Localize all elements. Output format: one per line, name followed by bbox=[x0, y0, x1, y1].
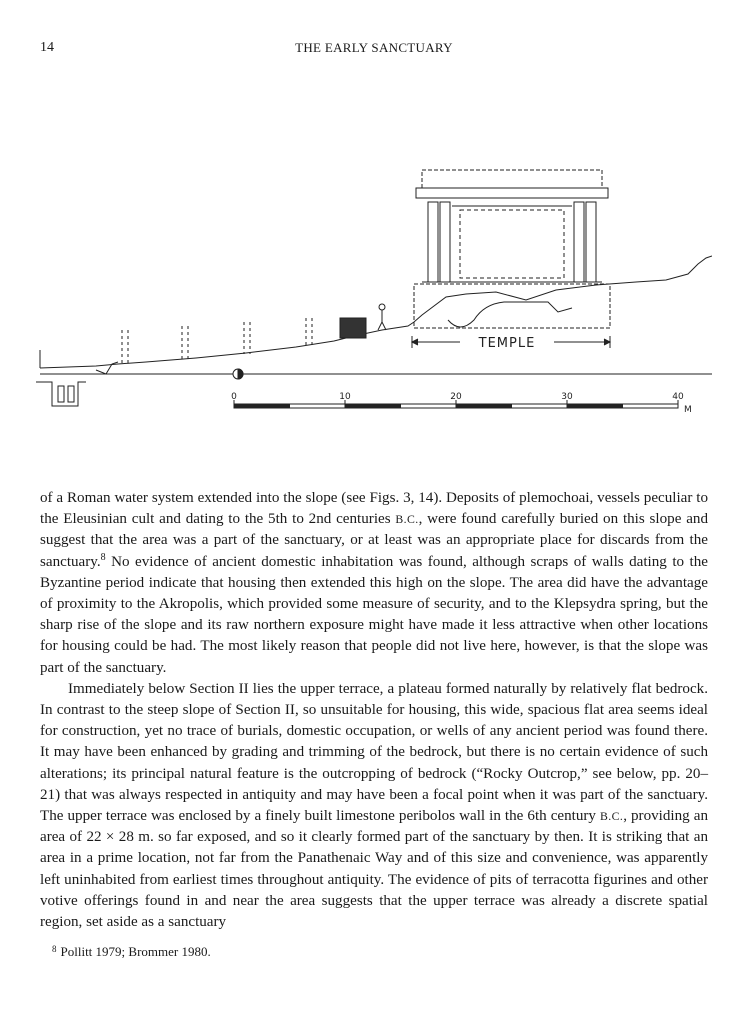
section-drawing bbox=[36, 150, 712, 430]
scale-unit: M bbox=[684, 405, 692, 415]
paragraph: of a Roman water system extended into the slope (see Figs. 3, 14). Deposits of plemochoai, vessels peculiar to the Eleusinian cult and dating to the 5th to 2nd centuries B.C., were found carefully buried on this slope and suggest that the area was a part of the sanctuary, or at least was an appropriate place for discards from the sanctuary.$^8$ No evidence of ancient domestic inhabitation was found, although scraps of walls dating to the Byzantine period indicate that housing then extended this high on the slope. The area did have the advantage of proximity to the Akropolis, which provided some measure of security, and to the Klepsydra spring, but the sharp rise of the slope and its raw northern exposure might have made it less attractive when other locations for housing could be had. The most likely reason that people did not live here, however, is that the slope was part of the sanctuary. bbox=[40, 490, 708, 676]
section-drawing-figure bbox=[36, 150, 712, 430]
paragraph: Immediately below Section II lies the upper terrace, a plateau formed naturally by relatively flat bedrock. In contrast to the steep slope of Section II, so unsuitable for housing, this wide, spacious flat area seems ideal for construction, yet no trace of burials, domestic occupation, or wells of any ancient period was found there. It may have been enhanced by grading and trimming of the bedrock, but there is no certain evidence of such alterations; its principal natural feature is the outcropping of bedrock (“Rocky Outcrop,” see below, pp. 20–21) that was always respected in antiquity and may have been a focal point when it was part of the sanctuary. The upper terrace was enclosed by a finely built limestone peribolos wall in the 6th century B.C., providing an area of 22 × 28 m. so far exposed, and so it clearly formed part of the sanctuary by then. It is striking that an area in a prime location, not far from the Panathenaic Way and of this size and convenience, was apparently left uninhabited from earliest times throughout antiquity. The evidence of pits of terracotta figurines and other votive offerings found in and near the area suggests that the upper terrace was already a discrete spatial region, set aside as a sanctuary bbox=[40, 680, 708, 931]
scale-tick-30: 30 bbox=[561, 392, 573, 402]
running-head bbox=[40, 40, 708, 58]
body-text bbox=[40, 488, 708, 933]
footnote bbox=[52, 944, 211, 960]
footnote-number: 8 bbox=[52, 944, 57, 954]
scale-tick-40: 40 bbox=[672, 392, 684, 402]
footnote-text: Pollitt 1979; Brommer 1980. bbox=[60, 944, 211, 959]
page-number: 14 bbox=[40, 40, 54, 55]
scale-tick-20: 20 bbox=[450, 392, 462, 402]
footnote-ref: 8 bbox=[100, 551, 106, 563]
temple-label: TEMPLE bbox=[478, 336, 536, 351]
scale-tick-10: 10 bbox=[339, 392, 351, 402]
running-title: THE EARLY SANCTUARY bbox=[295, 40, 453, 55]
scale-tick-0: 0 bbox=[231, 392, 237, 402]
